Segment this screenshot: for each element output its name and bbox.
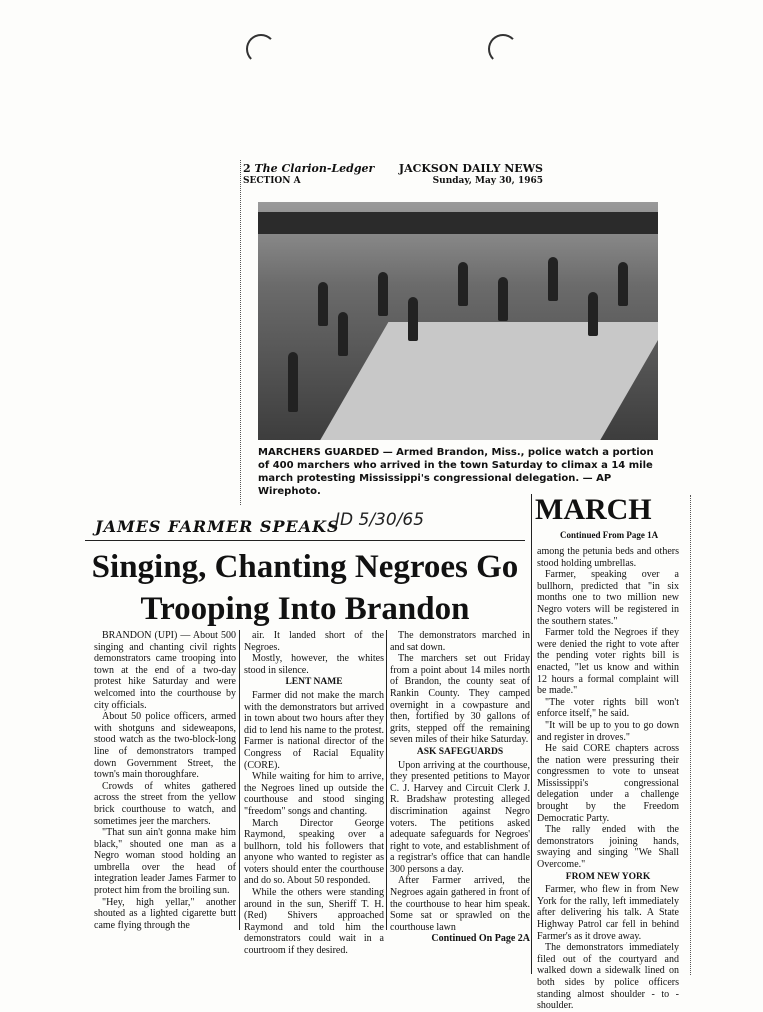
paragraph: "It will be up to you to go down and register in droves."	[537, 719, 679, 743]
article-column-4	[537, 546, 679, 1012]
paragraph: He said CORE chapters across the nation were pressuring their congressmen to vote to unseat Mississippi's congressional delegation under a challenge brought by the Freedom Democratic Party.	[537, 743, 679, 824]
continued-from: Continued From Page 1A	[560, 530, 659, 540]
kicker-rule	[85, 540, 525, 541]
column-rule	[531, 494, 532, 974]
article-column-2	[244, 630, 384, 957]
clipping-edge	[240, 160, 241, 505]
subhead: FROM NEW YORK	[565, 871, 651, 882]
paragraph: Farmer, speaking over a bullhorn, predicted that "in six months one to two million new Negro voters will be registered in the southern states."	[537, 569, 679, 627]
subhead: LENT NAME	[285, 677, 343, 688]
caption-text: — Armed Brandon, Miss., police watch a portion of 400 marchers who arrived in the town Saturday to climax a 14 mile march protesting Mississippi's congressional delegation. — AP Wirephoto.	[258, 447, 654, 497]
punch-hole-right	[488, 34, 518, 64]
kicker: JAMES FARMER SPEAKS	[95, 517, 340, 536]
column-rule	[386, 630, 387, 930]
paragraph: "Hey, high yellar," another shouted as a lighted cigarette butt came flying through the	[94, 896, 236, 931]
paragraph: among the petunia beds and others stood holding umbrellas.	[537, 546, 679, 569]
paragraph: About 50 police officers, armed with shotguns and sideweapons, stood watch as the two-block-long line of demonstrators tramped down Government Street, the town's main thoroughfare.	[94, 711, 236, 781]
paragraph: Farmer told the Negroes if they were denied the right to vote after the pending voter rights bill is enacted, "let us know and within 12 hours a formal complaint will be made."	[537, 627, 679, 697]
paragraph: Farmer, who flew in from New York for the rally, left immediately after delivering his talk. A State Highway Patrol car fell in behind Farmer's as it drove away.	[537, 884, 679, 942]
handwritten-note: JD 5/30/65	[335, 510, 425, 530]
paragraph: air. It landed short of the Negroes.	[244, 630, 384, 653]
headline: Singing, Chanting Negroes Go Trooping Into Brandon	[91, 549, 519, 627]
column-rule	[239, 630, 240, 930]
paper-name: The Clarion-Ledger	[254, 162, 375, 175]
paragraph: The demonstrators immediately filed out of the courtyard and walked down a sidewalk lined on both sides by police officers standing almost shoulder - to - shoulder.	[537, 942, 679, 1012]
article-column-3	[390, 630, 530, 945]
continued-line: Continued On Page 2A	[431, 933, 530, 945]
paragraph: Crowds of whites gathered across the street from the yellow brick courthouse to watch, and sometimes jeer the marchers.	[94, 780, 236, 827]
paragraph: "That sun ain't gonna make him black," shouted one man as a Negro woman stood holding an umbrella over the head of integration leader James Farmer to protect him from the broiling sun.	[94, 827, 236, 897]
paragraph: "The voter rights bill won't enforce itself," he said.	[537, 696, 679, 720]
section-label: SECTION A	[243, 176, 301, 186]
clipping-edge	[690, 495, 691, 975]
paragraph: BRANDON (UPI) — About 500 singing and chanting civil rights demonstrators came trooping into town at the end of a two-day protest hike Saturday and were welcomed into the courthouse by city officials.	[94, 630, 236, 711]
paragraph: Upon arriving at the courthouse, they presented petitions to Mayor C. J. Harvey and Circuit Clerk J. R. Bradshaw protesting alleged discrimination against Negro voters. The petitions asked adequate safeguards for Negroes' right to vote, and establishment of a registrar's office that can handle 300 persons a day.	[390, 759, 530, 875]
news-photo	[258, 202, 658, 440]
march-title: MARCH	[535, 493, 652, 526]
paragraph: After Farmer arrived, the Negroes again gathered in front of the courthouse to hear him speak. Some sat or sprawled on the courthouse lawn	[390, 875, 530, 933]
paper-name-2: JACKSON DAILY NEWS	[398, 162, 543, 175]
caption-lead: MARCHERS GUARDED	[258, 447, 380, 458]
subhead: ASK SAFEGUARDS	[416, 746, 504, 757]
paragraph: The rally ended with the demonstrators joining hands, swaying and singing "We Shall Overcome."	[537, 824, 679, 871]
issue-date: Sunday, May 30, 1965	[432, 176, 543, 186]
paragraph: Farmer did not make the march with the demonstrators but arrived in town about two hours after they did to lend his name to the protest. Farmer is national director of the Congress of Racial Equality (CORE).	[244, 689, 384, 771]
masthead	[243, 162, 543, 188]
paragraph: While waiting for him to arrive, the Negroes lined up outside the courthouse and stood singing "freedom" songs and chanting.	[244, 771, 384, 817]
photo-caption	[258, 446, 660, 498]
paragraph: While the others were standing around in the sun, Sheriff T. H. (Red) Shivers approached Raymond and told him the demonstrators could wait in a courtroom if they desired.	[244, 887, 384, 957]
paragraph: Mostly, however, the whites stood in silence.	[244, 653, 384, 676]
punch-hole-left	[246, 34, 276, 64]
paragraph: The marchers set out Friday from a point about 14 miles north of Brandon, the county seat of Rankin County. They camped overnight in a cowpasture and then, fortified by 30 gallons of grits, stepped off the remaining seven miles of their hike Saturday.	[390, 653, 530, 746]
paragraph: March Director George Raymond, speaking over a bullhorn, told his followers that anyone who wanted to register as voters should enter the courthouse and do so. About 50 responded.	[244, 817, 384, 887]
page-number: 2	[243, 162, 251, 175]
paragraph: The demonstrators marched in and sat down.	[390, 630, 530, 653]
article-column-1	[94, 630, 236, 931]
